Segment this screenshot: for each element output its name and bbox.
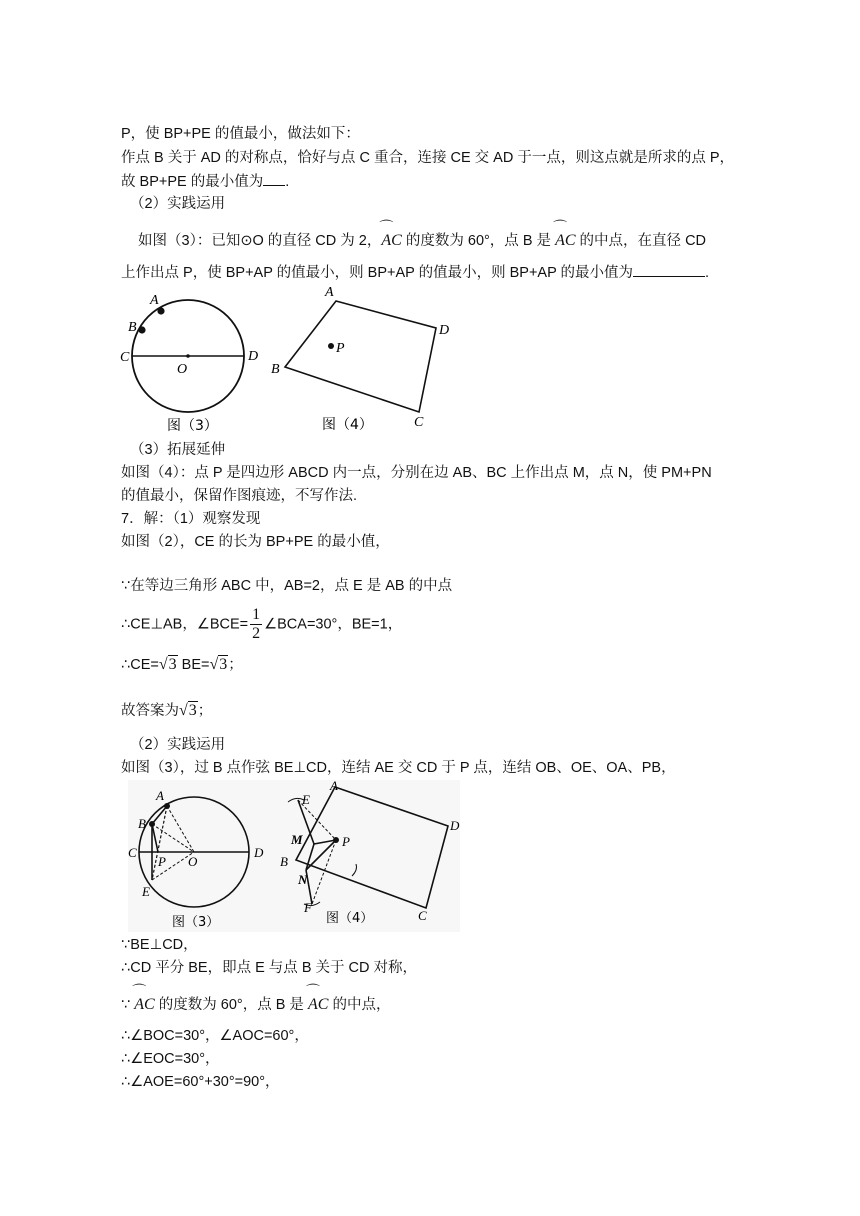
label-a: A bbox=[325, 285, 334, 300]
sqrt: √3 bbox=[209, 656, 228, 673]
text-line: ∴CE=√3 BE=√3； bbox=[121, 656, 243, 673]
text-line: 7．解：（1）观察发现 bbox=[121, 511, 261, 527]
figure-3-caption: 图（3） bbox=[172, 915, 220, 930]
quadrilateral-abcd bbox=[285, 301, 436, 412]
text-line: P，使 BP+PE 的值最小，做法如下： bbox=[121, 126, 360, 142]
sqrt: √3 bbox=[158, 656, 177, 673]
point-b bbox=[138, 326, 145, 333]
point-a bbox=[157, 307, 164, 314]
section-heading: （2）实践运用 bbox=[130, 196, 226, 212]
point-a bbox=[164, 803, 170, 809]
label-a: A bbox=[156, 788, 164, 803]
label-c: C bbox=[414, 415, 424, 430]
label-c: C bbox=[120, 350, 130, 365]
point-b bbox=[149, 821, 155, 827]
text-line: 如图（3）：已知⊙O 的直径 CD 为 2，⌒ AC 的度数为 60°，点 B 是 ⌒ AC 的中点，在直径 CD bbox=[138, 231, 706, 251]
label-a: A bbox=[330, 780, 338, 793]
figure-3-caption: 图（3） bbox=[167, 418, 218, 434]
label-c: C bbox=[128, 845, 137, 860]
label-e: E bbox=[142, 884, 150, 899]
text-line: ∴∠EOC=30°， bbox=[121, 1051, 220, 1067]
point-p bbox=[333, 837, 339, 843]
label-m: M bbox=[291, 832, 303, 847]
label-b: B bbox=[271, 362, 280, 377]
text-line: 如图（2），CE 的长为 BP+PE 的最小值， bbox=[121, 534, 390, 550]
label-b: B bbox=[128, 320, 137, 335]
label-p: P bbox=[336, 341, 345, 356]
label-b: B bbox=[138, 816, 146, 831]
text-line: ∵BE⊥CD， bbox=[121, 937, 198, 953]
point-o bbox=[186, 354, 190, 358]
sqrt: √3 bbox=[179, 702, 197, 719]
label-d: D bbox=[439, 323, 450, 338]
figure-4-caption: 图（4） bbox=[326, 911, 374, 926]
label-e: E bbox=[302, 792, 310, 807]
question-figures bbox=[112, 280, 472, 440]
solution-figures bbox=[128, 780, 460, 932]
text-line: ∵ ⌒ AC 的度数为 60°，点 B 是 ⌒ AC 的中点， bbox=[121, 995, 390, 1015]
text-line: ∴CE⊥AB，∠BCE= $\frac{1}{2}$ ∠BCA=30°，BE=1， bbox=[121, 606, 403, 642]
text-line: ∴∠AOE=60°+30°=90°， bbox=[121, 1074, 280, 1090]
text-line: 故答案为√3； bbox=[121, 702, 213, 719]
text-line: 作点 B 关于 AD 的对称点，恰好与点 C 重合，连接 CE 交 AD 于一点，则这点就是所求的点 P， bbox=[121, 150, 735, 166]
text-line: 如图（4）：点 P 是四边形 ABCD 内一点，分别在边 AB、BC 上作出点 M，点 N，使 PM+PN bbox=[121, 465, 712, 481]
text-line: ∴∠BOC=30°，∠AOC=60°， bbox=[121, 1028, 309, 1044]
label-p: P bbox=[342, 834, 350, 849]
label-o: O bbox=[177, 362, 188, 377]
answer-blank bbox=[633, 262, 705, 277]
text-line: ∵在等边三角形 ABC 中，AB=2，点 E 是 AB 的中点 bbox=[121, 578, 453, 594]
point-p bbox=[328, 343, 334, 349]
label-f: F bbox=[304, 900, 312, 915]
label-d: D bbox=[450, 818, 460, 833]
figure-background bbox=[128, 780, 460, 932]
fraction: $\frac{1}{2}$ bbox=[252, 606, 261, 642]
section-heading: （3）拓展延伸 bbox=[130, 442, 226, 458]
text-line: 的值最小，保留作图痕迹，不写作法. bbox=[121, 488, 358, 504]
text-line: 故 BP+PE 的最小值为 . bbox=[121, 171, 289, 192]
text-line: 如图（3），过 B 点作弦 BE⊥CD，连结 AE 交 CD 于 P 点，连结 OB、OE、OA、PB， bbox=[121, 760, 676, 776]
text-line: 上作出点 P，使 BP+AP 的值最小，则 BP+AP 的值最小，则 BP+AP 的最小值为 . bbox=[121, 262, 709, 283]
label-b: B bbox=[280, 854, 288, 869]
label-d: D bbox=[248, 349, 259, 364]
label-p: P bbox=[158, 854, 166, 869]
label-c: C bbox=[418, 908, 427, 923]
label-d: D bbox=[254, 845, 264, 860]
answer-blank bbox=[263, 171, 285, 186]
label-a: A bbox=[150, 293, 159, 308]
figure-4-caption: 图（4） bbox=[322, 417, 373, 433]
text-line: ∴CD 平分 BE，即点 E 与点 B 关于 CD 对称， bbox=[121, 960, 418, 976]
label-o: O bbox=[188, 854, 198, 869]
section-heading: （2）实践运用 bbox=[130, 737, 226, 753]
label-n: N bbox=[298, 872, 308, 887]
